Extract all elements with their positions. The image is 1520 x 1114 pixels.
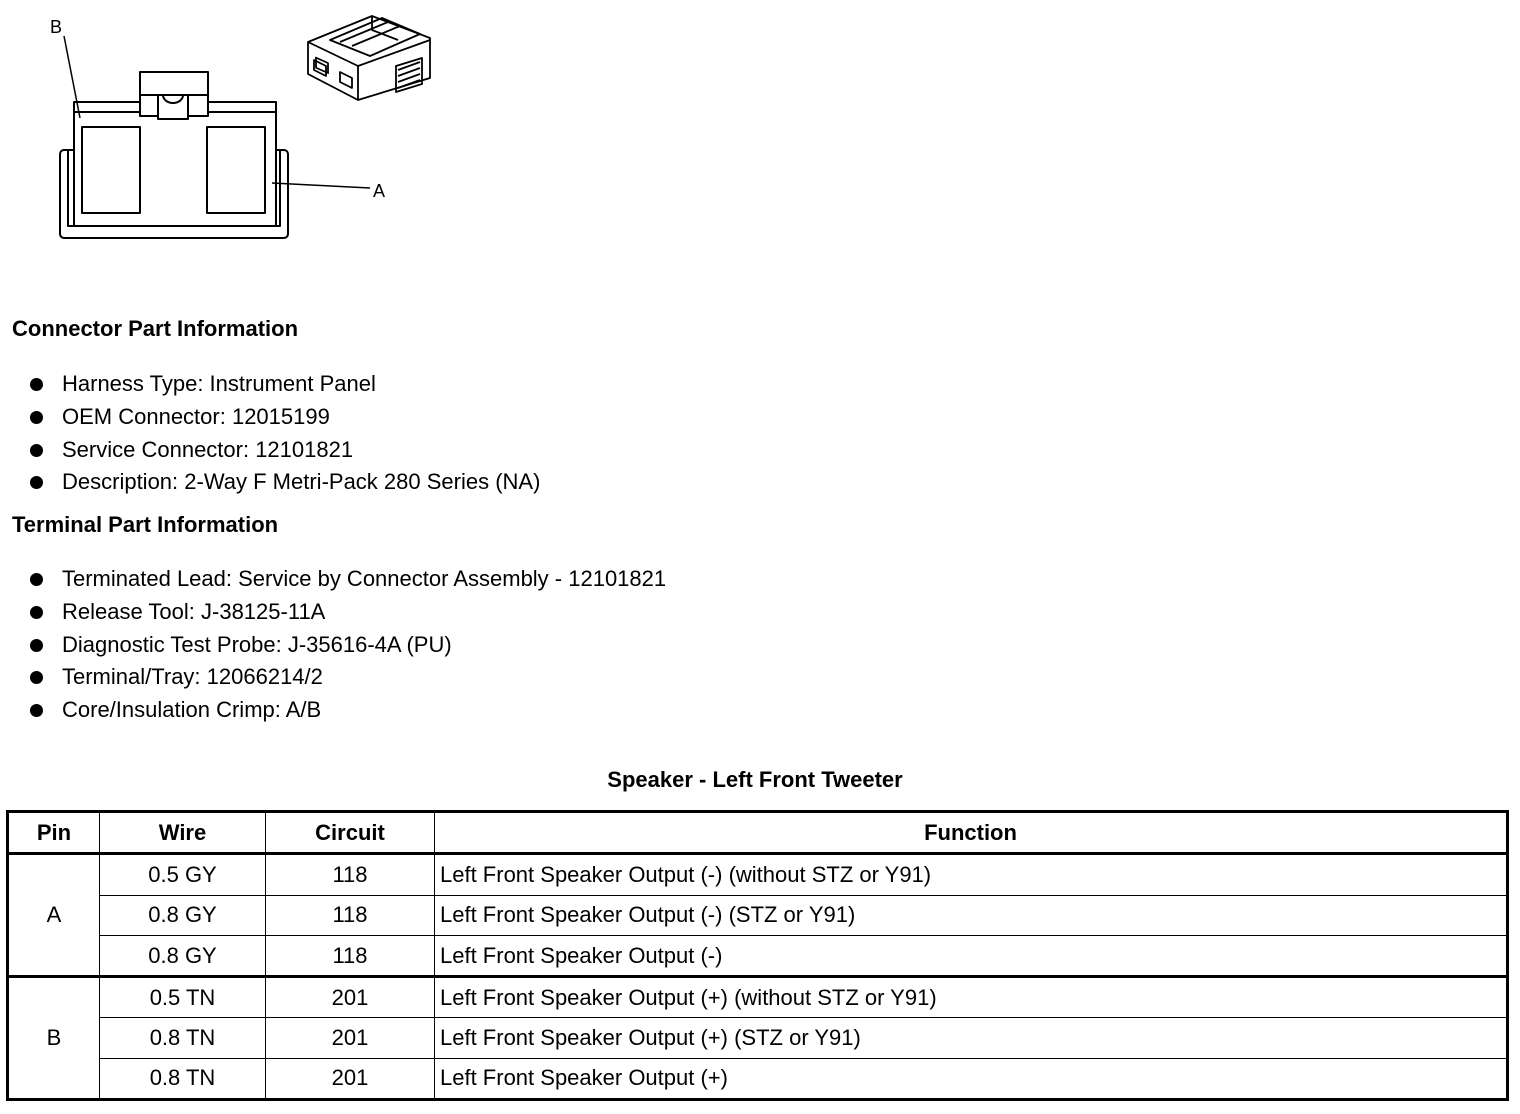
callout-label-b: B (50, 17, 63, 37)
bullet-icon (30, 411, 43, 424)
list-item: OEM Connector: 12015199 (28, 401, 540, 434)
function-cell: Left Front Speaker Output (-) (without STZ or Y91) (435, 854, 1508, 895)
terminal-part-info-list (28, 563, 666, 727)
connector-part-info-title: Connector Part Information (12, 316, 299, 341)
header-wire: Wire (100, 812, 266, 854)
table-title: Speaker - Left Front Tweeter (607, 767, 903, 792)
list-item: Release Tool: J-38125-11A (28, 596, 666, 629)
circuit-cell: 118 (266, 895, 435, 935)
cavity-a (207, 127, 265, 213)
header-function: Function (435, 812, 1508, 854)
table-row (8, 1018, 1508, 1058)
connector-part-info-list (28, 368, 540, 499)
pinout-table (6, 810, 1509, 1101)
terminal-part-info-title: Terminal Part Information (12, 512, 279, 537)
bullet-icon (30, 444, 43, 457)
header-circuit: Circuit (266, 812, 435, 854)
bullet-icon (30, 704, 43, 717)
bullet-icon (30, 639, 43, 652)
list-item: Harness Type: Instrument Panel (28, 368, 540, 401)
pin-cell: B (8, 977, 100, 1100)
cavity-b (82, 127, 140, 213)
list-item: Core/Insulation Crimp: A/B (28, 694, 666, 727)
wire-cell: 0.5 TN (100, 977, 266, 1018)
table-row (8, 1058, 1508, 1099)
table-row (8, 977, 1508, 1018)
bullet-icon (30, 606, 43, 619)
function-cell: Left Front Speaker Output (-) (435, 935, 1508, 976)
table-row (8, 935, 1508, 976)
wire-cell: 0.5 GY (100, 854, 266, 895)
list-item: Diagnostic Test Probe: J-35616-4A (PU) (28, 629, 666, 662)
wire-cell: 0.8 TN (100, 1018, 266, 1058)
bullet-icon (30, 671, 43, 684)
header-pin: Pin (8, 812, 100, 854)
table-row (8, 895, 1508, 935)
circuit-cell: 118 (266, 854, 435, 895)
table-row (8, 854, 1508, 895)
callout-label-a: A (373, 181, 386, 201)
bullet-icon (30, 573, 43, 586)
table-header-row (8, 812, 1508, 854)
list-item: Terminal/Tray: 12066214/2 (28, 661, 666, 694)
wire-cell: 0.8 TN (100, 1058, 266, 1099)
connector-front-view (60, 72, 288, 238)
wire-cell: 0.8 GY (100, 935, 266, 976)
list-item: Description: 2-Way F Metri-Pack 280 Series (NA) (28, 466, 540, 499)
pin-cell: A (8, 854, 100, 977)
list-item: Service Connector: 12101821 (28, 434, 540, 467)
function-cell: Left Front Speaker Output (+) (435, 1058, 1508, 1099)
list-item: Terminated Lead: Service by Connector Assembly - 12101821 (28, 563, 666, 596)
bullet-icon (30, 476, 43, 489)
bullet-icon (30, 378, 43, 391)
connector-diagram (0, 0, 460, 250)
wire-cell: 0.8 GY (100, 895, 266, 935)
circuit-cell: 118 (266, 935, 435, 976)
function-cell: Left Front Speaker Output (+) (without STZ or Y91) (435, 977, 1508, 1018)
circuit-cell: 201 (266, 1018, 435, 1058)
function-cell: Left Front Speaker Output (-) (STZ or Y91) (435, 895, 1508, 935)
function-cell: Left Front Speaker Output (+) (STZ or Y91) (435, 1018, 1508, 1058)
connector-isometric-view (308, 16, 430, 100)
circuit-cell: 201 (266, 1058, 435, 1099)
circuit-cell: 201 (266, 977, 435, 1018)
